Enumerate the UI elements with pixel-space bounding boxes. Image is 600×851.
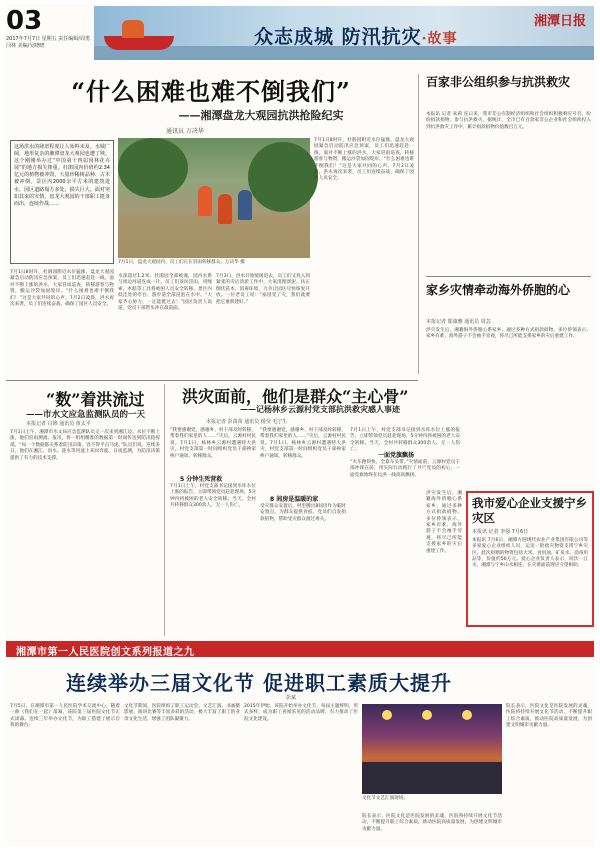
photo-caption: 7月1日，盘龙大观园内，员工们正在冒雨转移群众。万决华 摄 — [118, 260, 245, 265]
right-article-2-continued: 洪灾发生后，湘籍海外侨胞心系家乡，通过多种方式捐款捐物。多位侨领表示，家乡有难，海外游子不会袖手旁观，将尽己所能支援家乡的灾后重建工作。 — [426, 491, 462, 554]
village-subheading-1: 5 分钟生死营救 — [180, 476, 223, 483]
right-headline-2: 家乡灾情牵动海外侨胞的心 — [426, 283, 571, 297]
highlighted-article-box — [466, 491, 594, 627]
village-article-col-4: 受灾群众安置后，村里腾出8间房作为临时安置点，为群众提供食宿。党员们自发捐款捐物，帮助受灾群众渡过难关。 — [260, 504, 346, 522]
highlighted-byline: 本报讯 记者 李强 7月6日 — [472, 529, 529, 535]
photo-rescuer — [238, 190, 252, 220]
village-article-col-6: “火车跑得快，全靠车头带。”灾情面前，云源村党员干部冲锋在前，用实际行动践行了共产党员的初心，一面党旗始终在抗洪一线高高飘扬。 — [350, 460, 460, 478]
right-headline-1: 百家非公组织参与抗洪救灾 — [426, 75, 571, 89]
right-article-1: 本报讯 记者 朱莉 连日来，我市非公有制经济组织和社会组织积极响应号召，纷纷捐款捐物，参与抗洪救灾。据统计，全市已有百余家非公企业和社会组织投入到抗洪救灾工作中，累计捐款捐物价值数百万元。 — [426, 112, 591, 130]
main-article-column-3: 7月3日，洪水开始缓缓退去，员工们又投入到紧张的灾后清淤工作中。大家清理淤泥、扶正倒伏苗木、消毒环境，力争让园区尽快恢复开放。一位老员工说：“家园受了灾，我们就要把它重新建好。” — [216, 274, 310, 305]
village-article-col-2: 7月1日上午，村党支部书记接到水库水位上涨的报告，立即带领党员赶赴现场，5分钟内将被困的老人安全转移。当天，全村共转移群众300余人，无一人伤亡。 — [170, 484, 256, 509]
main-intro-box: 这场洪水的肆虐程度让人始料未及。水城广阔，地形复杂的湘潭盘龙大观园也遭了殃。这个刚刚举办过“中国第十四届园林花卉展”的地方损失惨重。杜鹃园内价值约2.34亿元的植物被冲毁，大量珍稀树品种、古木被冲倒。景区内2000余平方米的建筑进水，园区道路塌方多处，损失巨大。面对突如其来的灾情，盘龙大观园的干部职工挺身而出，连续作战…… — [10, 140, 114, 264]
right-article-2: 洪灾发生后，湘籍海外侨胞心系家乡，通过多种方式捐款捐物。多位侨领表示，家乡有难，海外游子不会袖手旁观，将尽己所能支援家乡的灾后重建工作。 — [426, 328, 591, 340]
stage-light — [382, 710, 392, 720]
bottom-article-col-1: 7月5日，在湘潭市第一人民医院学术交流中心，随着一曲《我们在一起》落幕，该院第三届医院文化节正式闭幕。连续三年举办文化节，为职工搭建了展示自我的舞台。 — [10, 704, 120, 729]
village-article-col-5: 7月1日上午，村党支部书记接到水库水位上涨的报告，立即带领党员赶赴现场，5分钟内将被困的老人安全转移。当天，全村共转移群众300余人，无一人伤亡。 — [350, 428, 460, 453]
photo-tree — [118, 138, 188, 198]
highlighted-headline: 我市爱心企业支援宁乡灾区 — [472, 496, 587, 525]
village-headline: 洪灾面前，他们是群众“主心骨” — [182, 387, 409, 406]
column-divider — [418, 74, 419, 374]
main-article-column-2: 水深超过1.2米，杜鹃园全部被淹，园内水系与周边河道连成一片。员工们顶风冒雨，用绳索、木船等工具将被困人员安全转移。景区内低洼处的亭台、游步道全部浸泡在水中。“大家齐心协力，一定能挺过去！”园区负责人说道，党员干部带头冲在最前面。 — [118, 274, 212, 312]
culture-festival-photo — [362, 704, 502, 794]
banner-rescuers-image — [122, 20, 144, 38]
main-article-column-4: 7月1日8时许，杜鹃园附近水位猛涨，盘龙大观园紧急启动防汛应急预案，员工们迅速赶赴一线。面对不断上涨的洪水，大家冒雨巡查，转移游客与物资，搬运沙袋加固堤岸。“什么困难也难不倒我们！”这是大家共同的心声。7月2日凌晨，洪水再次来袭，员工们连续奋战，确保了园区人员安全。 — [314, 138, 414, 182]
village-subhead: ——记杨林乡云源村党支部抗洪救灾感人事迹 — [240, 404, 400, 414]
photo-rescuer — [218, 194, 232, 224]
stage-light — [462, 710, 472, 720]
main-article-column-1: 7月1日8时许，杜鹃园附近水位猛涨，盘龙大观园紧急启动防汛应急预案，员工们迅速赶赴一线。面对不断上涨的洪水，大家冒雨巡查，转移游客与物资，搬运沙袋加固堤岸。“什么困难也难不倒我们！”这是大家共同的心声。7月2日凌晨，洪水再次来袭，员工们连续奋战，确保了园区人员安全。 — [10, 270, 114, 308]
village-byline: 本报记者 彭苗苗 通讯员 杨莹 毛宁生 — [206, 419, 288, 425]
newspaper-page — [6, 4, 594, 847]
section-title: 众志成城 防汛抗灾·故事 — [254, 26, 458, 48]
photo-stage — [362, 762, 502, 794]
village-subheading-2: 8 间房是温暖的家 — [270, 496, 319, 503]
bottom-article-col-4: 院长表示，医院文化是医院发展的灵魂，医院将持续开展文化节活动，不断提升职工综合素质，推动医院高质量发展，为创建文明城市贡献力量。 — [362, 814, 502, 832]
header-banner — [94, 6, 594, 60]
page-meta: 2017年7月7日 星期五 责任编辑/周勇 闫林 美编/吴晓晓 — [6, 36, 90, 49]
banner-boat-image — [104, 36, 174, 50]
bottom-byline: 彭斌 — [286, 695, 297, 701]
hydrology-headline: “数”着洪流过 — [46, 390, 145, 409]
bottom-headline: 连续举办三届文化节 促进职工素质大提升 — [66, 671, 452, 695]
bottom-article-col-3: 2015年伊始，该院开始举办文化节，每届主题鲜明、形式多样，成为职工喜闻乐见的活动品牌，有力推动了医院文化建设。 — [244, 704, 358, 722]
hydrology-byline: 本报记者 白锦 通讯员 黄太平 — [26, 421, 91, 427]
main-headline: “什么困难也难不倒我们” — [71, 77, 351, 106]
photo2-caption: 文化节文艺汇演现场。 — [362, 796, 408, 801]
bottom-article-col-5: 院长表示，医院文化是医院发展的灵魂，医院将持续开展文化节活动，不断提升职工综合素质，推动医院高质量发展，为创建文明城市贡献力量。 — [506, 704, 592, 729]
newspaper-logo: 湘潭日报 — [533, 14, 586, 29]
series-banner: 湘潭市第一人民医院创文系列报道之九 — [6, 641, 594, 657]
flood-rescue-photo — [118, 138, 310, 258]
hydrology-article: 7月1日上午，湘潭市水文局应急监测队员又一次来到湘江边。水位不断上涨，他们冒雨测流、报汛，将一组组精准的数据第一时间传送到防汛指挥部。“每一个数据都关系着防汛决策，容不得半点马虎。”队员们说。连续多日，他们在湘江、涓水、涟水等河流上来回奔波，日夜监测，为防汛决策提供了有力的技术支撑。 — [10, 430, 160, 461]
photo-rescuer — [198, 186, 212, 216]
right-byline-2: 本报记者 邬康雅 通讯员 周芸 — [426, 319, 491, 325]
column-divider — [164, 384, 165, 636]
photo-floodwater — [118, 216, 310, 258]
section-divider — [426, 276, 591, 277]
page-number: 03 — [6, 6, 43, 36]
hydrology-subhead: ——市水文应急监测队员的一天 — [26, 410, 146, 420]
village-article-col-3: “我要感谢党，感谢乡、村干部及时转移，帮着我们家里的人……”灾后，云源村村民说。7月1日，杨林乡云源村遭遇特大洪灾，村党支部第一时间组织党员干部挨家挨户通知、转移群众。 — [260, 428, 346, 459]
page-header — [6, 4, 594, 66]
photo-tree — [248, 142, 318, 212]
village-subheading-3: 一面党旗飘扬 — [378, 452, 415, 459]
main-subhead: ——湘潭盘龙大观园抗洪抢险纪实 — [178, 109, 344, 122]
stage-light — [422, 710, 432, 720]
section-divider — [6, 380, 418, 381]
main-byline: 通讯员 万决华 — [166, 128, 204, 135]
village-article-col-1: “我要感谢党，感谢乡、村干部及时转移，帮着我们家里的人……”灾后，云源村村民说。7月1日，杨林乡云源村遭遇特大洪灾，村党支部第一时间组织党员干部挨家挨户通知、转移群众。 — [170, 428, 256, 459]
bottom-article-col-2: 文化节期间，医院组织了职工运动会、文艺汇演、书画摄影展、演讲比赛等丰富多彩的活动，极大丰富了职工的业余文化生活，增强了团队凝聚力。 — [124, 704, 240, 722]
highlighted-text: 本报讯 7月6日，湘潭方圆现代农业产业集团有限公司等多家爱心企业组织人员，运送一批救灾物资支援宁乡灾区。此次捐赠的物资包括大米、食用油、矿泉水、消毒用品等，价值约50万元。爱心企业负责人表示，同饮一江水，湘潭与宁乡山水相连，在灾难面前理应守望相助。 — [472, 538, 588, 569]
